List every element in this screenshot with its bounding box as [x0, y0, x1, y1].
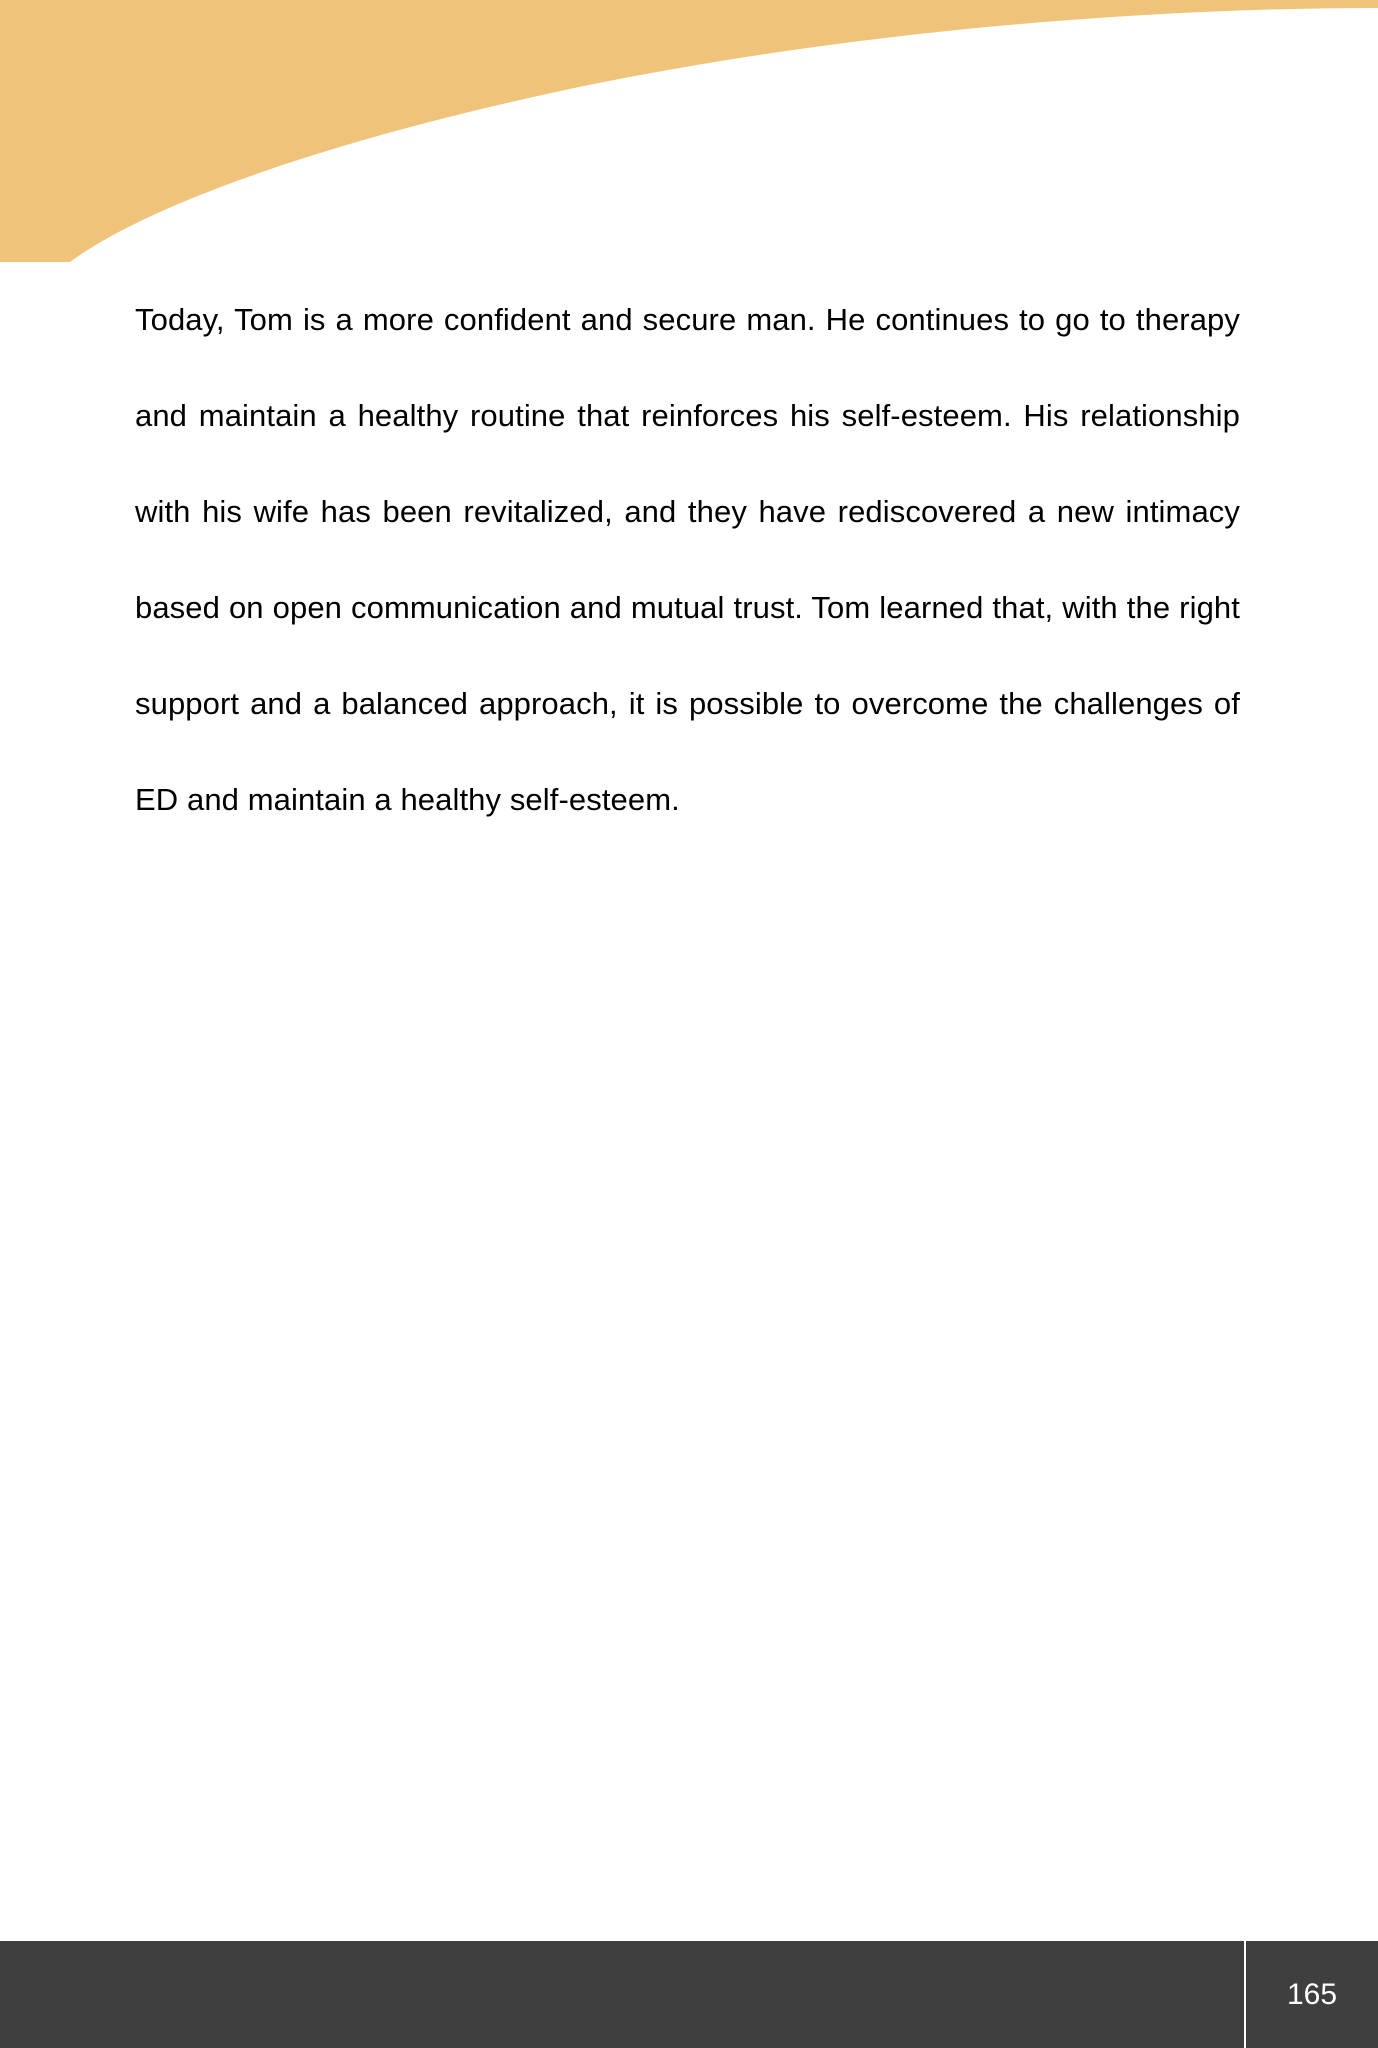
body-paragraph: Today, Tom is a more confident and secure man. He continues to go to therapy and maintain a healthy routine that reinforces his self-esteem. His relationship with his wife has been revitalized, and they have rediscovered a new intimacy based on open communication and mutual trust. Tom learned that, with the right support and a balanced approach, it is possible to overcome the challenges of ED and maintain a healthy self-esteem. — [135, 302, 1240, 817]
page-number-block — [1244, 1941, 1378, 2048]
page-footer-bar — [0, 1941, 1378, 2048]
page-number: 165 — [1286, 1977, 1338, 2011]
page-content — [135, 272, 1240, 848]
gold-curve-ornament — [0, 0, 1378, 280]
